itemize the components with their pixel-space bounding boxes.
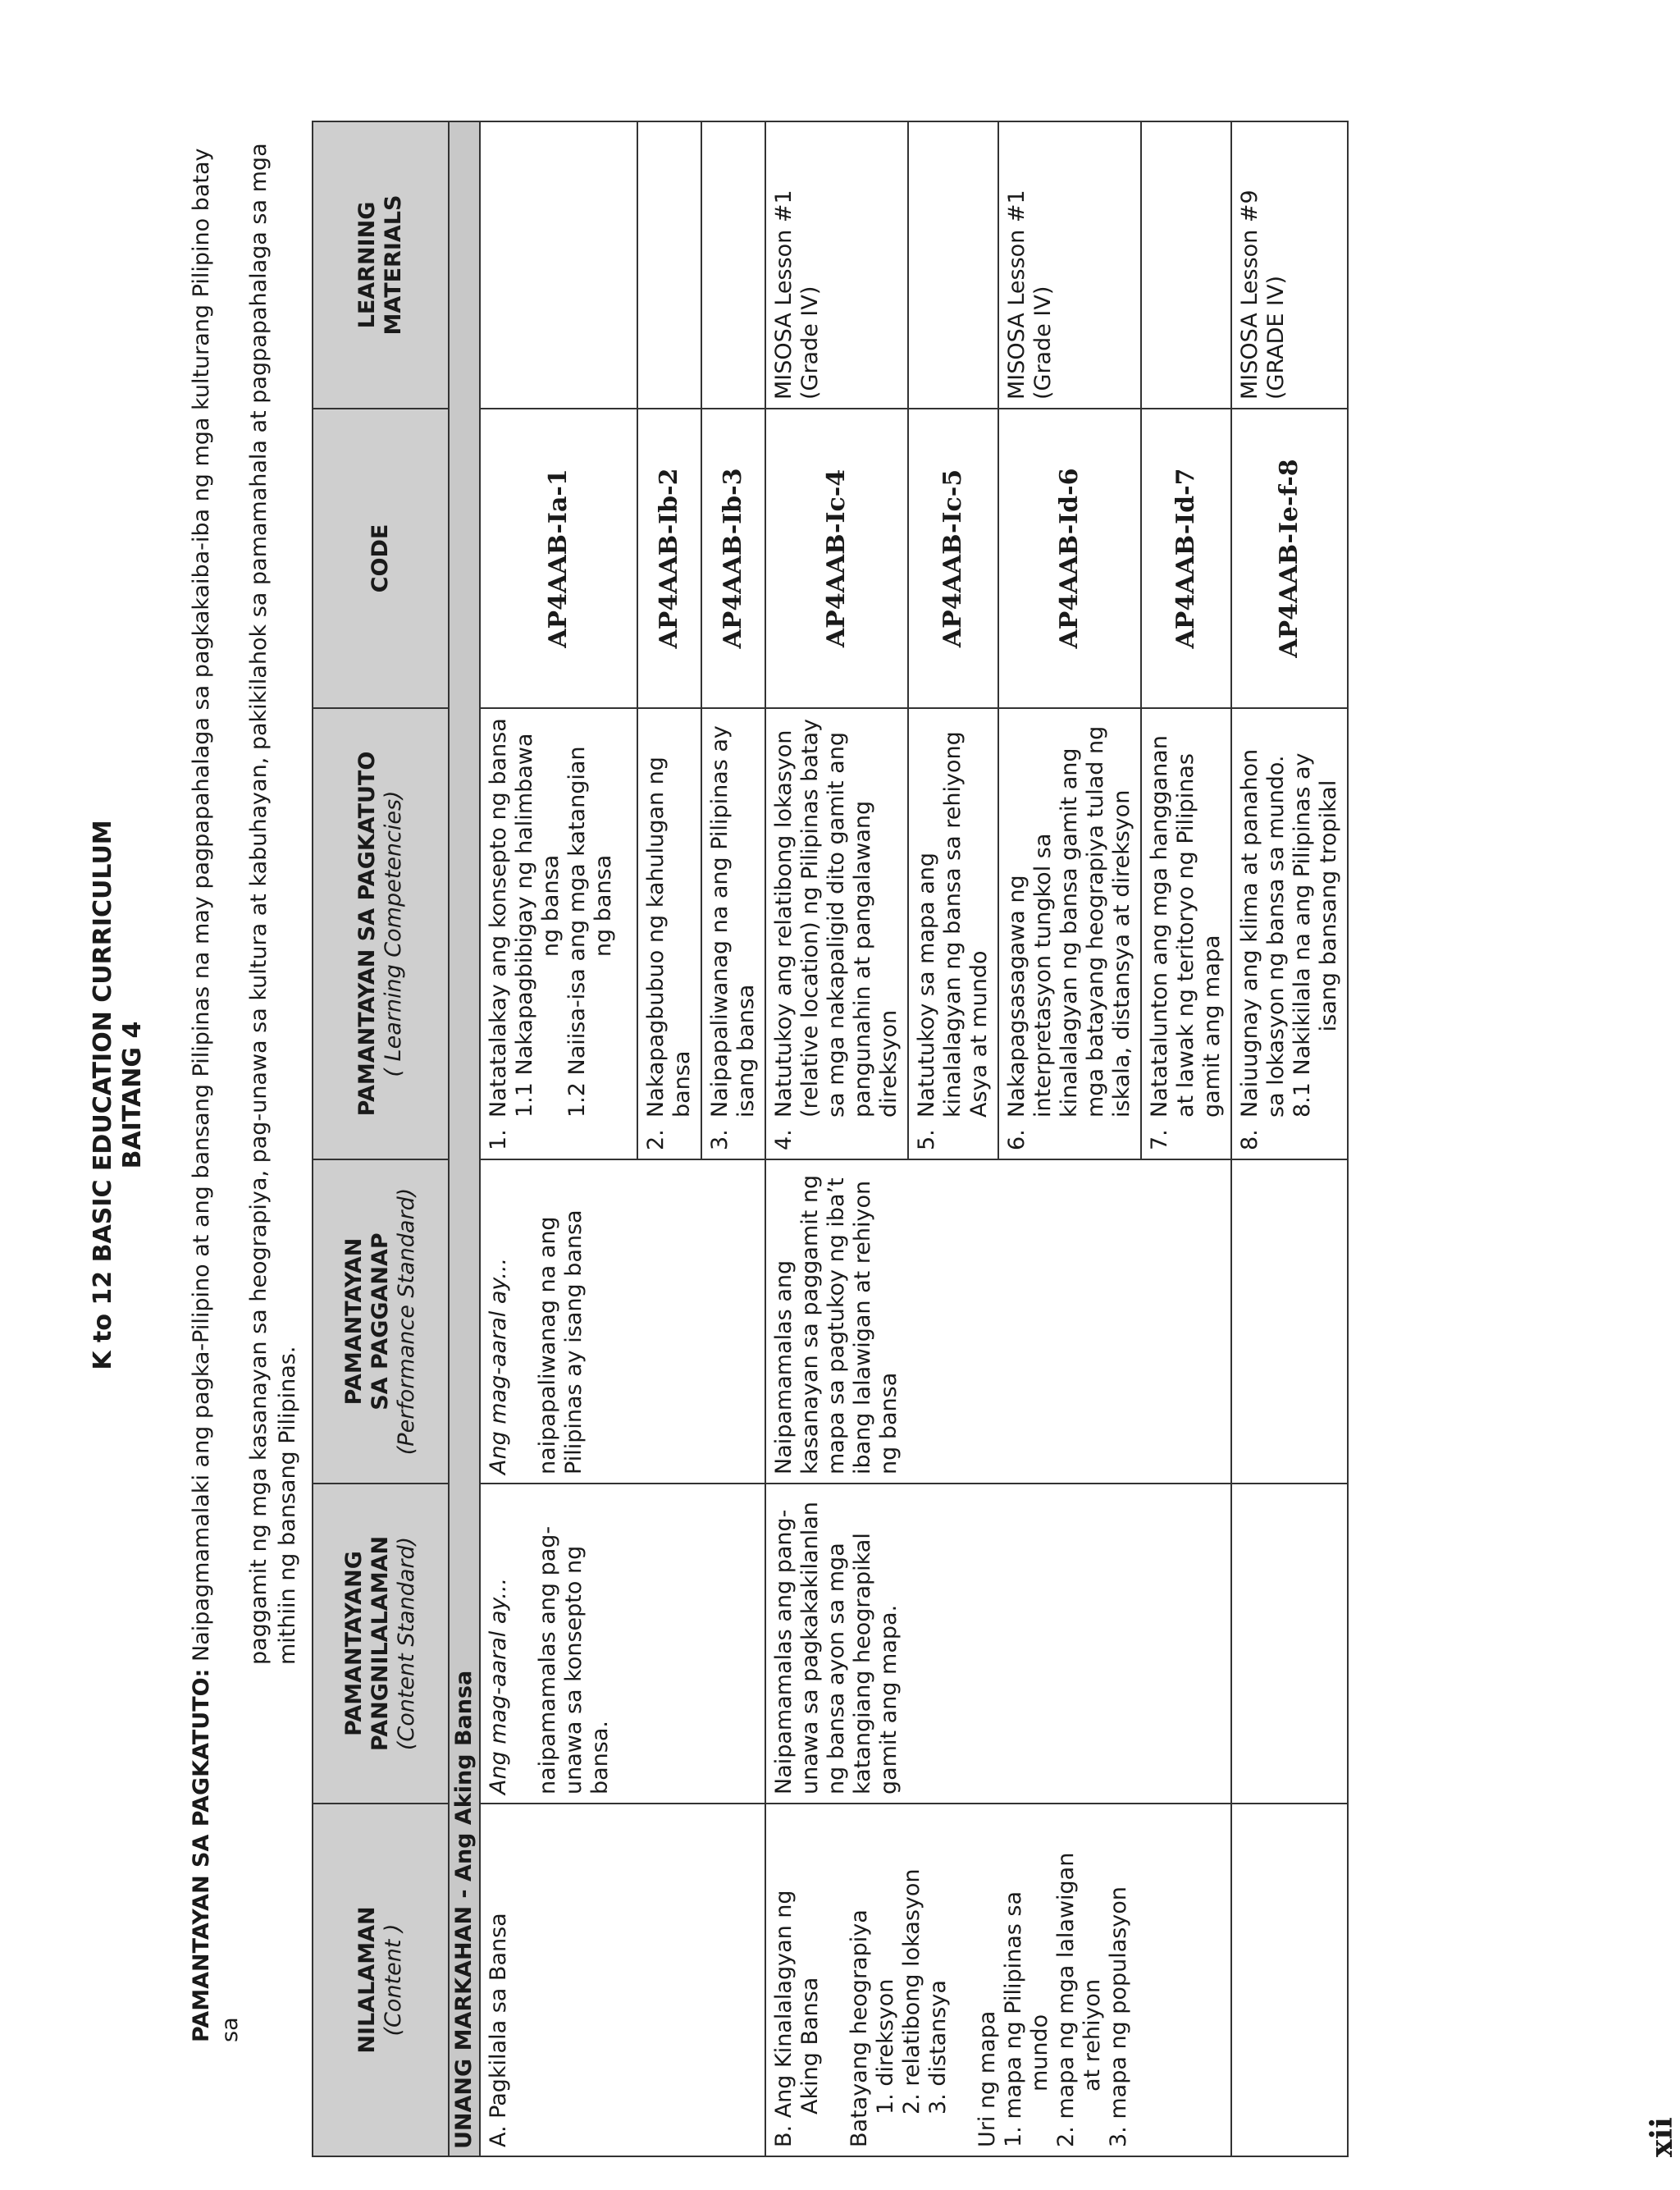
table-row	[1231, 121, 1348, 2156]
standard-line-2: paggamit ng mga kasanayan sa heograpiya, pag-unawa sa kultura at kabuhayan, pakikilahok sa pamamahala at pagpapahalaga sa mga	[246, 143, 272, 1665]
performance-standard-cell-b: Naipamamalas ang kasanayan sa paggamit ng mapa sa pagtukoy ng iba’t ibang lalawigan at rehiyon ng bansa	[765, 1159, 1231, 1484]
code-5: AP4AAB-Ic-5	[908, 409, 998, 708]
header-performance-standard: PAMANTAYAN SA PAGGANAP (Performance Standard)	[313, 1159, 449, 1484]
competency-6: 6. Nakapagsasagawa ng interpretasyon tungkol sa kinalalagyan ng bansa gamit ang mga batayang heograpiya tulad ng iskala, distansya at direksyon	[998, 708, 1141, 1159]
table-row	[480, 121, 637, 2156]
standard-line-1: PAMANTAYAN SA PAGKATUTO: Naipagmamalaki ang pagka-Pilipino at ang bansang Pilipinas na may pagpapahalaga sa pagkakaiba-iba ng mga kulturang Pilipino batay sa	[189, 148, 243, 2042]
materials-2	[637, 121, 701, 409]
content-standard-cell-a: Ang mag-aaral ay... naipamamalas ang pag-unawa sa konsepto ng bansa.	[480, 1484, 765, 1804]
materials-3	[701, 121, 765, 409]
performance-standard-cell-8	[1231, 1159, 1348, 1484]
materials-1	[480, 121, 637, 409]
code-7: AP4AAB-Id-7	[1141, 409, 1231, 708]
table-row	[765, 121, 908, 2156]
competency-5: 5. Natutukoy sa mapa ang kinalalagyan ng bansa sa rehiyong Asya at mundo	[908, 708, 998, 1159]
competency-2: 2. Nakapagbubuo ng kahulugan ng bansa	[637, 708, 701, 1159]
table-header-row	[313, 121, 449, 2156]
code-2: AP4AAB-Ib-2	[637, 409, 701, 708]
content-cell-8	[1231, 1804, 1348, 2156]
competency-7: 7. Natatalunton ang mga hangganan at lawak ng teritoryo ng Pilipinas gamit ang mapa	[1141, 708, 1231, 1159]
code-3: AP4AAB-Ib-3	[701, 409, 765, 708]
code-6: AP4AAB-Id-6	[998, 409, 1141, 708]
header-learning-competencies: PAMANTAYAN SA PAGKATUTO ( Learning Competencies)	[313, 708, 449, 1159]
competency-3: 3. Naipapaliwanag na ang Pilipinas ay isang bansa	[701, 708, 765, 1159]
competency-8: 8. Naiuugnay ang klima at panahon sa lokasyon ng bansa sa mundo. 8.1 Nakikilala na ang Pilipinas ay isang bansang tropikal	[1231, 708, 1348, 1159]
competency-4: 4. Natutukoy ang relatibong lokasyon (relative location) ng Pilipinas batay sa mga nakapaligid dito gamit ang pangunahin at pangalawang direksyon	[765, 708, 908, 1159]
learning-standard-statement	[187, 139, 302, 2042]
standard-label: PAMANTAYAN SA PAGKATUTO:	[189, 1668, 214, 2042]
header-content-standard: PAMANTAYANG PANGNILALAMAN (Content Standard)	[313, 1484, 449, 1804]
curriculum-table	[312, 121, 1349, 2157]
document-subtitle: BAITANG 4	[118, 1021, 147, 1169]
code-4: AP4AAB-Ic-4	[765, 409, 908, 708]
code-8: AP4AAB-Ie-f-8	[1231, 409, 1348, 708]
header-learning-materials: LEARNING MATERIALS	[313, 121, 449, 409]
quarter-row	[449, 121, 480, 2156]
materials-6: MISOSA Lesson #1 (Grade IV)	[998, 121, 1141, 409]
materials-5	[908, 121, 998, 409]
materials-8: MISOSA Lesson #9 (GRADE IV)	[1231, 121, 1348, 409]
standard-line-3: mithiin ng bansang Pilipinas.	[275, 1346, 300, 1665]
performance-standard-cell-a: Ang mag-aaral ay... naipapaliwanag na ang Pilipinas ay isang bansa	[480, 1159, 765, 1484]
header-code: CODE	[313, 409, 449, 708]
content-cell-b: B. Ang Kinalalagyan ng Aking Bansa Batayang heograpiya 1. direksyon 2. relatibong lokasyon 3. distansya Uri ng mapa 1. mapa ng Pilipinas sa mundo 2. mapa ng mga lalawigan at rehiyon 3. mapa ng populasyon	[765, 1804, 1231, 2156]
quarter-label: UNANG MARKAHAN - Ang Aking Bansa	[449, 121, 480, 2156]
code-1: AP4AAB-Ia-1	[480, 409, 637, 708]
content-standard-cell-8	[1231, 1484, 1348, 1804]
competency-1: 1. Natatalakay ang konsepto ng bansa 1.1 Nakapagbibigay ng halimbawa ng bansa 1.2 Naiisa-isa ang mga katangian ng bansa	[480, 708, 637, 1159]
page-number: xii	[1645, 2117, 1679, 2157]
materials-7	[1141, 121, 1231, 409]
materials-4: MISOSA Lesson #1 (Grade IV)	[765, 121, 908, 409]
header-content: NILALAMAN (Content )	[313, 1804, 449, 2156]
document-title: K to 12 BASIC EDUCATION CURRICULUM	[89, 820, 117, 1370]
content-cell-a: A. Pagkilala sa Bansa	[480, 1804, 765, 2156]
content-standard-cell-b: Naipamamalas ang pang-unawa sa pagkakakilanlan ng bansa ayon sa mga katangiang heograpikal gamit ang mapa.	[765, 1484, 1231, 1804]
